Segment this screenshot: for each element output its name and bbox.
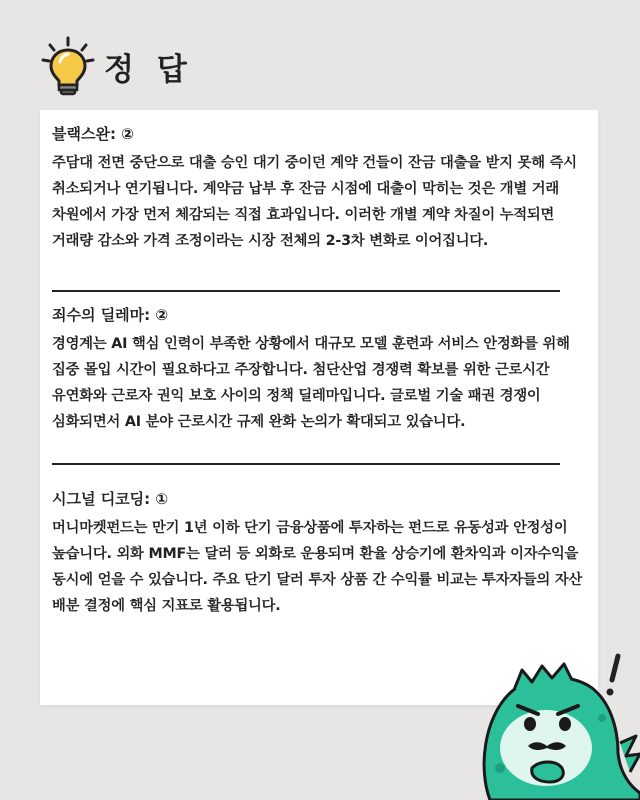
section-divider (52, 290, 560, 292)
section-title: 시그널 디코딩: ① (52, 490, 169, 508)
answer-section-black-swan (52, 122, 592, 254)
dinosaur-mascot-icon (470, 648, 640, 800)
section-title: 죄수의 딜레마: ② (52, 306, 169, 324)
lightbulb-icon (40, 36, 96, 96)
section-body: 주담대 전면 중단으로 대출 승인 대기 중이던 계약 건들이 잔금 대출을 받지 못해 즉시 취소되거나 연기됩니다. 계약금 납부 후 잔금 시점에 대출이 막히는 것은 개별 거래 차원에서 가장 먼저 체감되는 직접 효과입니다. 이러한 개별 계약 차질이 누적되면 거래량 감소와 가격 조정이라는 시장 전체의 2-3차 변화로 이어집니다. (52, 155, 577, 249)
header (40, 36, 193, 96)
section-divider (52, 463, 560, 465)
answer-section-signal-decoding (52, 487, 592, 619)
answer-section-prisoners-dilemma (52, 303, 592, 435)
section-title: 블랙스완: ② (52, 125, 134, 143)
section-body: 머니마켓펀드는 만기 1년 이하 단기 금융상품에 투자하는 펀드로 유동성과 안정성이 높습니다. 외화 MMF는 달러 등 외화로 운용되며 환율 상승기에 환차익과 이자수익을 동시에 얻을 수 있습니다. 주요 단기 달러 투자 상품 간 수익률 비교는 투자자들의 자산 배분 결정에 핵심 지표로 활용됩니다. (52, 520, 583, 614)
page-title: 정 답 (104, 51, 193, 88)
answer-card (40, 110, 598, 705)
section-body: 경영계는 AI 핵심 인력이 부족한 상황에서 대규모 모델 훈련과 서비스 안정화를 위해 집중 몰입 시간이 필요하다고 주장합니다. 첨단산업 경쟁력 확보를 위한 근로시간 유연화와 근로자 권익 보호 사이의 정책 딜레마입니다. 글로벌 기술 패권 경쟁이 심화되면서 AI 분야 근로시간 규제 완화 논의가 확대되고 있습니다. (52, 336, 570, 430)
